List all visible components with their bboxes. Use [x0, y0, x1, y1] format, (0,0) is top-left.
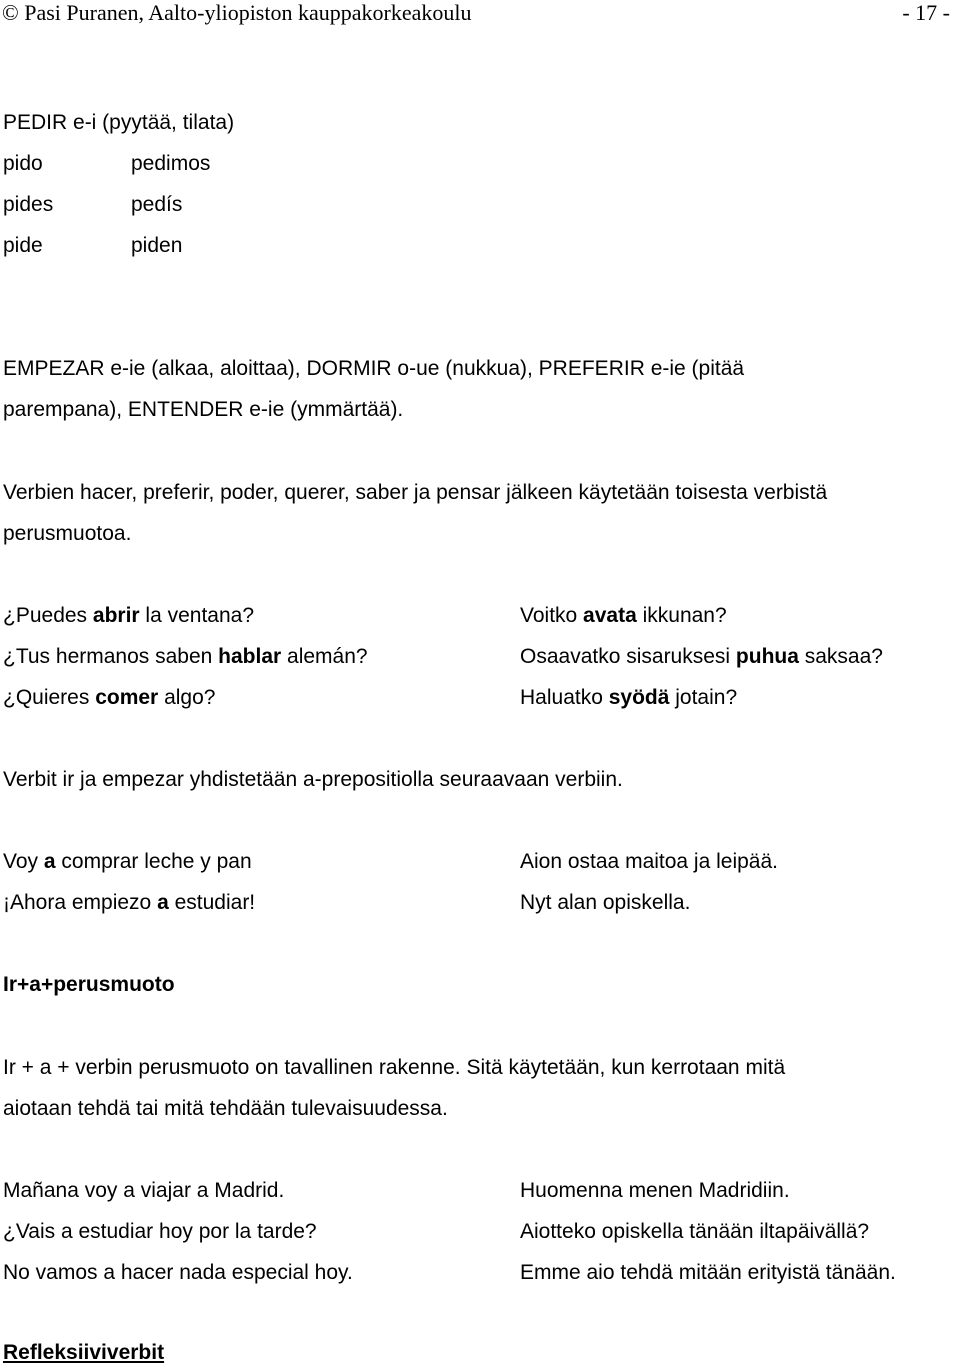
page-number: - 17 -	[902, 0, 950, 25]
pedir-form-2sg: pides	[3, 193, 54, 216]
infinitive-rule-line2: perusmuotoa.	[3, 522, 132, 545]
ir-a-rule-line1: Ir + a + verbin perusmuoto on tavallinen rakenne. Sitä käytetään, kun kerrotaan mitä	[3, 1056, 786, 1079]
stem-change-verbs-line2: parempana), ENTENDER e-ie (ymmärtää).	[3, 398, 404, 421]
a-preposition-rule: Verbit ir ja empezar yhdistetään a-prepositiolla seuraavaan verbiin.	[3, 768, 623, 791]
pedir-form-1pl: pedimos	[131, 152, 211, 175]
example-es-6: Mañana voy a viajar a Madrid.	[3, 1179, 285, 1202]
example-es-4: Voy a comprar leche y pan	[3, 850, 252, 873]
example-fi-1: Voitko avata ikkunan?	[520, 604, 727, 627]
ir-a-rule-line2: aiotaan tehdä tai mitä tehdään tulevaisuudessa.	[3, 1097, 448, 1120]
example-es-8: No vamos a hacer nada especial hoy.	[3, 1261, 353, 1284]
stem-change-verbs-line1: EMPEZAR e-ie (alkaa, aloittaa), DORMIR o-ue (nukkua), PREFERIR e-ie (pitää	[3, 357, 745, 380]
infinitive-rule-line1: Verbien hacer, preferir, poder, querer, saber ja pensar jälkeen käytetään toisesta verbistä	[3, 481, 828, 504]
example-es-5: ¡Ahora empiezo a estudiar!	[3, 891, 256, 914]
pedir-form-3pl: piden	[131, 234, 183, 257]
example-fi-3: Haluatko syödä jotain?	[520, 686, 738, 709]
page-header-author: © Pasi Puranen, Aalto-yliopiston kauppakorkeakoulu	[2, 0, 472, 25]
example-fi-4: Aion ostaa maitoa ja leipää.	[520, 850, 778, 873]
example-fi-7: Aiotteko opiskella tänään iltapäivällä?	[520, 1220, 870, 1243]
pedir-form-3sg: pide	[3, 234, 43, 257]
example-fi-6: Huomenna menen Madridiin.	[520, 1179, 790, 1202]
section-heading-ir-a: Ir+a+perusmuoto	[3, 973, 175, 996]
pedir-form-1sg: pido	[3, 152, 43, 175]
pedir-form-2pl: pedís	[131, 193, 183, 216]
example-es-1: ¿Puedes abrir la ventana?	[3, 604, 255, 627]
example-fi-8: Emme aio tehdä mitään erityistä tänään.	[520, 1261, 896, 1284]
pedir-title: PEDIR e-i (pyytää, tilata)	[3, 111, 235, 134]
example-es-7: ¿Vais a estudiar hoy por la tarde?	[3, 1220, 317, 1243]
example-fi-2: Osaavatko sisaruksesi puhua saksaa?	[520, 645, 883, 668]
example-es-3: ¿Quieres comer algo?	[3, 686, 216, 709]
example-fi-5: Nyt alan opiskella.	[520, 891, 691, 914]
example-es-2: ¿Tus hermanos saben hablar alemán?	[3, 645, 368, 668]
section-heading-reflexive: Refleksiiviverbit	[3, 1341, 165, 1364]
